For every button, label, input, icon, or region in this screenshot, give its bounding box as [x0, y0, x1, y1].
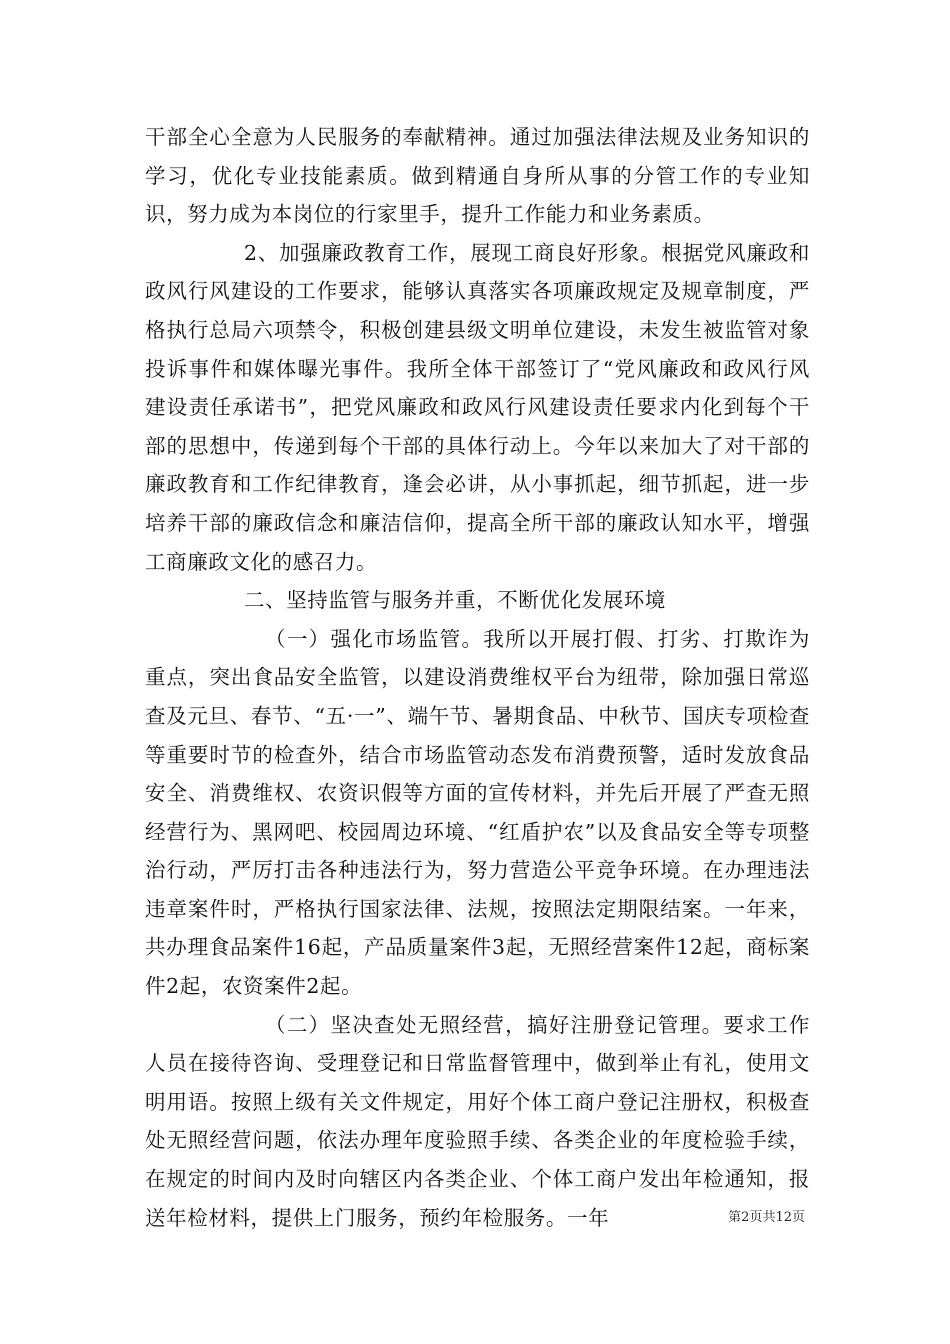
- document-body: [145, 118, 810, 1237]
- section-heading-supervision-service: 二、坚持监管与服务并重，不断优化发展环境: [244, 588, 666, 613]
- paragraph-continuation: 干部全心全意为人民服务的奉献精神。通过加强法律法规及业务知识的学习，优化专业技能素质。做到精通自身所从事的分管工作的专业知识，努力成为本岗位的行家里手，提升工作能力和业务素质。: [145, 125, 810, 227]
- page-number-footer: 第2页共12页: [728, 1210, 805, 1225]
- paragraph-integrity-education: 2、加强廉政教育工作，展现工商良好形象。根据党风廉政和政风行风建设的工作要求，能够认真落实各项廉政规定及规章制度，严格执行总局六项禁令，积极创建县级文明单位建设，未发生被监管对象投诉事件和媒体曝光事件。我所全体干部签订了“党风廉政和政风行风建设责任承诺书”，把党风廉政和政风行风建设责任要求内化到每个干部的思想中，传递到每个干部的具体行动上。今年以来加大了对干部的廉政教育和工作纪律教育，逢会必讲，从小事抓起，细节抓起，进一步培养干部的廉政信念和廉洁信仰，提高全所干部的廉政认知水平，增强工商廉政文化的感召力。: [145, 240, 810, 574]
- paragraph-unlicensed-business: （二）坚决查处无照经营，搞好注册登记管理。要求工作人员在接待咨询、受理登记和日常监督管理中，做到举止有礼，使用文明用语。按照上级有关文件规定，用好个体工商户登记注册权，积极查处无照经营问题，依法办理年度验照手续、各类企业的年度检验手续，在规定的时间内及时向辖区内各类企业、个体工商户发出年检通知，报送年检材料，提供上门服务，预约年检服务。一年: [145, 1012, 810, 1230]
- paragraph-market-supervision: （一）强化市场监管。我所以开展打假、打劣、打欺诈为重点，突出食品安全监管，以建设消费维权平台为纽带，除加强日常巡查及元旦、春节、“五·一”、端午节、暑期食品、中秋节、国庆专项检查等重要时节的检查外，结合市场监管动态发布消费预警，适时发放食品安全、消费维权、农资识假等方面的宣传材料，并先后开展了严查无照经营行为、黑网吧、校园周边环境、“红盾护农”以及食品安全等专项整治行动，严厉打击各种违法行为，努力营造公平竞争环境。在办理违法违章案件时，严格执行国家法律、法规，按照法定期限结案。一年来，共办理食品案件16起，产品质量案件3起，无照经营案件12起，商标案件2起，农资案件2起。: [145, 626, 810, 999]
